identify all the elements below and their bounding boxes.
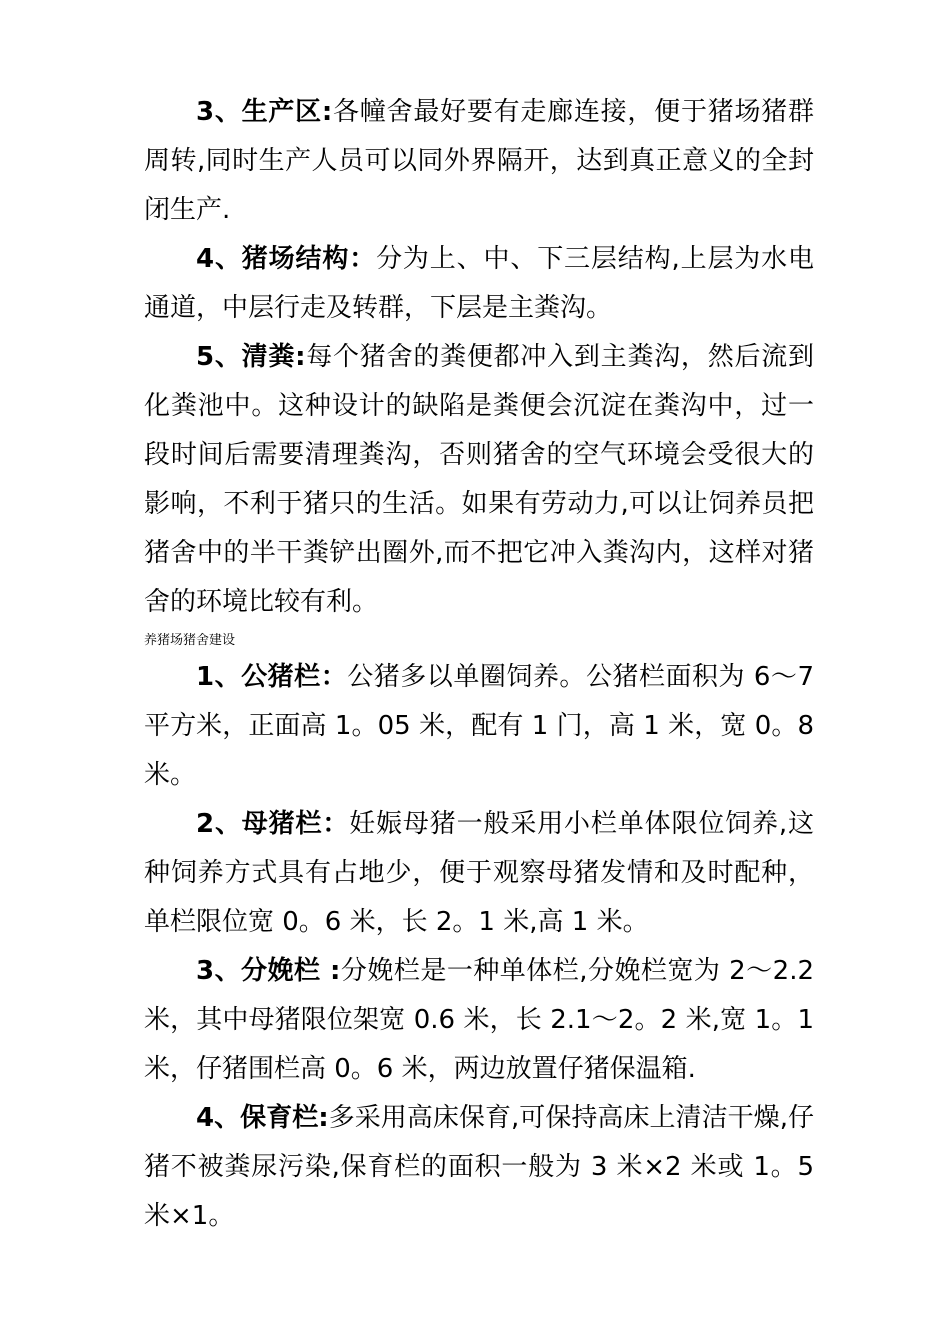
paragraph-lead: 4、猪场结构：: [196, 244, 377, 274]
paragraph-text: 每个猪舍的粪便都冲入到主粪沟，然后流到化粪池中。这种设计的缺陷是粪便会沉淀在粪沟中，过一段时间后需要清理粪沟，否则猪舍的空气环境会受很大的影响，不利于猪只的生活。如果有劳动力,可以让饲养员把猪舍中的半干粪铲出圈外,而不把它冲入粪沟内，这样对猪舍的环境比较有利。: [144, 342, 814, 617]
paragraph-production-area: [144, 88, 814, 235]
paragraph-text: 多采用高床保育,可保持高床上清洁干燥,仔猪不被粪尿污染,保育栏的面积一般为 3 米×2 米或 1。5 米×1。: [144, 1103, 814, 1231]
paragraph-manure-cleaning: [144, 333, 814, 627]
paragraph-lead: 3、生产区:: [196, 97, 333, 127]
paragraph-text: 妊娠母猪一般采用小栏单体限位饲养,这种饲养方式具有占地少，便于观察母猪发情和及时配种，单栏限位宽 0。6 米，长 2。1 米,高 1 米。: [144, 809, 815, 937]
paragraph-text: 分为上、中、下三层结构,上层为水电通道，中层行走及转群，下层是主粪沟。: [144, 244, 815, 323]
paragraph-farm-structure: [144, 235, 814, 333]
paragraph-text: 公猪多以单圈饲养。公猪栏面积为 6～7 平方米，正面高 1。05 米，配有 1 门，高 1 米，宽 0。8 米。: [144, 662, 814, 790]
paragraph-nursery-pen: [144, 1094, 814, 1241]
paragraph-farrowing-pen: [144, 947, 814, 1094]
paragraph-text: 分娩栏是一种单体栏,分娩栏宽为 2～2.2 米，其中母猪限位架宽 0.6 米，长 2.1～2。2 米,宽 1。1 米，仔猪围栏高 0。6 米，两边放置仔猪保温箱.: [144, 956, 815, 1084]
document-page: [144, 88, 814, 1241]
paragraph-lead: 2、母猪栏：: [196, 809, 350, 839]
paragraph-lead: 5、清粪:: [196, 342, 306, 372]
paragraph-sow-pen: [144, 800, 814, 947]
paragraph-text: 各幢舍最好要有走廊连接，便于猪场猪群周转,同时生产人员可以同外界隔开，达到真正意义的全封闭生产.: [144, 97, 814, 225]
paragraph-boar-pen: [144, 653, 814, 800]
paragraph-lead: 3、分娩栏 :: [196, 956, 341, 986]
paragraph-lead: 4、保育栏:: [196, 1103, 329, 1133]
paragraph-lead: 1、公猪栏：: [196, 662, 348, 692]
section-heading: 养猪场猪舍建设: [144, 633, 236, 648]
